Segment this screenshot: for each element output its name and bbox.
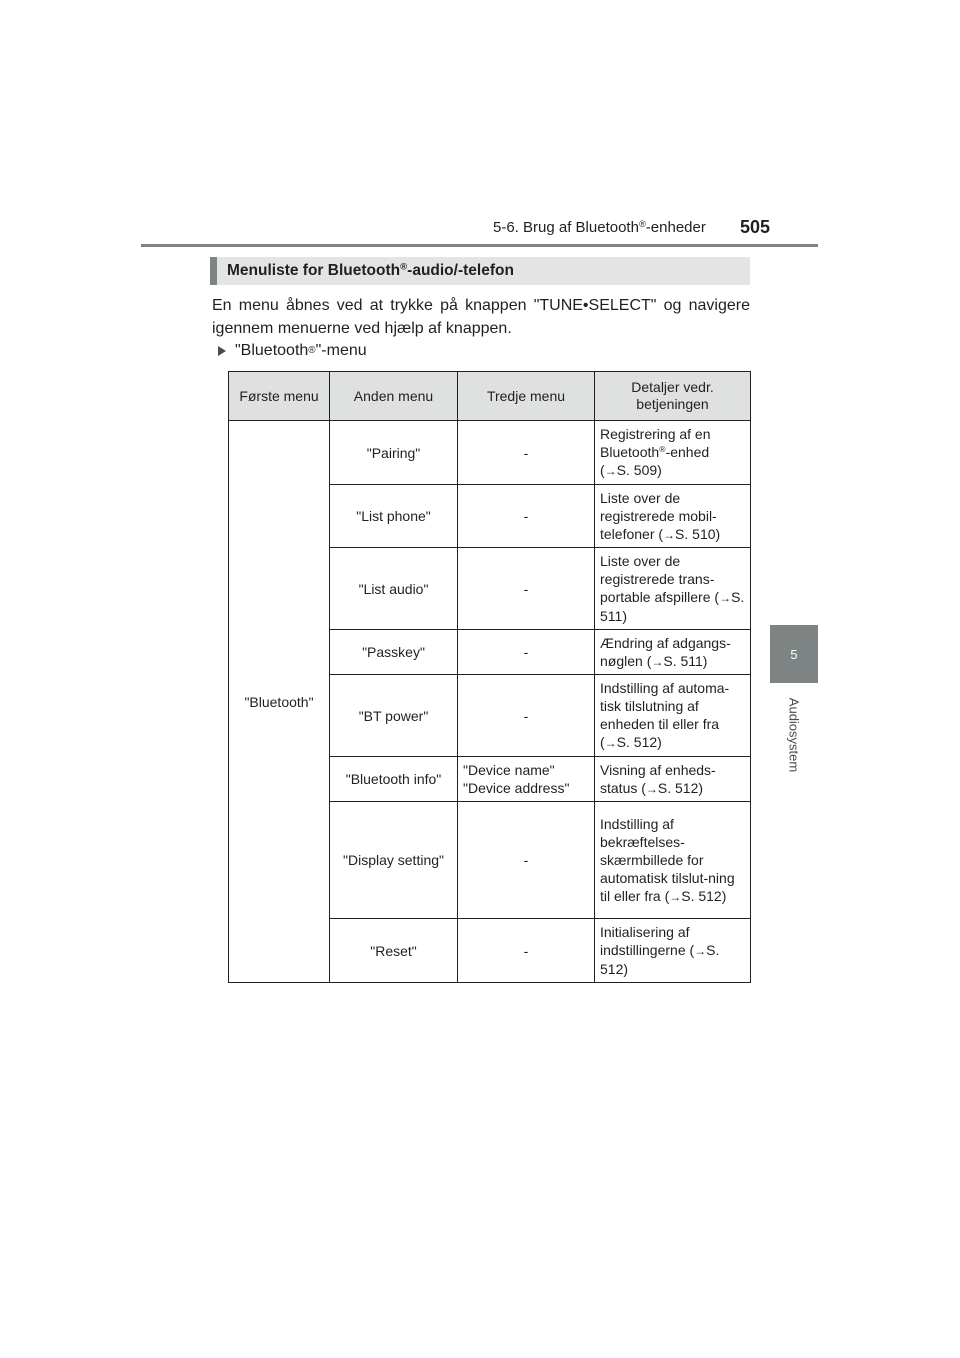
chapter-tab: 5	[770, 625, 818, 683]
menu-table	[228, 371, 751, 983]
arrow-right-icon: →	[719, 591, 732, 605]
arrow-right-icon: →	[694, 944, 707, 958]
arrow-right-icon: →	[645, 781, 658, 796]
first-menu-cell: "Bluetooth"	[229, 421, 330, 983]
second-menu-cell: "Bluetooth info"	[330, 757, 458, 802]
third-menu-cell: -	[458, 630, 595, 675]
third-menu-cell: -	[458, 802, 595, 919]
second-menu-cell: "Reset"	[330, 919, 458, 983]
second-menu-cell: "Display setting"	[330, 802, 458, 919]
detail-cell: Initialisering af indstillingerne (→S. 512)	[595, 919, 751, 983]
arrow-right-icon: →	[663, 527, 676, 542]
third-menu-cell: -	[458, 548, 595, 630]
column-header: Første menu	[229, 372, 330, 421]
table-row	[229, 421, 751, 485]
detail-cell: Liste over de registrerede trans-portable afspillere (→S. 511)	[595, 548, 751, 630]
third-menu-cell: -	[458, 675, 595, 757]
detail-cell: Registrering af en Bluetooth®-enhed (→S. 509)	[595, 421, 751, 485]
intro-paragraph: En menu åbnes ved at trykke på knappen "TUNE•SELECT" og navigere igennem menuerne ved hjælp af knappen.	[212, 297, 750, 337]
detail-cell: Indstilling af automa-tisk tilslutning af enheden til eller fra (→S. 512)	[595, 675, 751, 757]
second-menu-cell: "BT power"	[330, 675, 458, 757]
second-menu-cell: "List audio"	[330, 548, 458, 630]
second-menu-cell: "Passkey"	[330, 630, 458, 675]
table-header-row	[229, 372, 751, 421]
third-menu-cell: -	[458, 421, 595, 485]
header-title: 5-6. Brug af Bluetooth®-enheder	[493, 218, 706, 236]
triangle-bullet-icon	[218, 346, 226, 356]
arrow-right-icon: →	[604, 736, 617, 750]
second-menu-cell: "List phone"	[330, 485, 458, 548]
header-rule	[141, 244, 818, 247]
subheading: "Bluetooth ® "-menu	[218, 342, 367, 360]
third-menu-cell: "Device name" "Device address"	[458, 757, 595, 802]
section-heading: Menuliste for Bluetooth®-audio/-telefon	[210, 257, 750, 285]
arrow-right-icon: →	[604, 464, 617, 478]
arrow-right-icon: →	[669, 889, 682, 904]
third-menu-cell: -	[458, 485, 595, 548]
second-menu-cell: "Pairing"	[330, 421, 458, 485]
detail-cell: Ændring af adgangs-nøglen (→S. 511)	[595, 630, 751, 675]
detail-cell: Liste over de registrerede mobil-telefoner (→S. 510)	[595, 485, 751, 548]
page-number: 505	[740, 217, 771, 237]
column-header: Anden menu	[330, 372, 458, 421]
arrow-right-icon: →	[651, 654, 664, 669]
column-header: Tredje menu	[458, 372, 595, 421]
column-header: Detaljer vedr. betjeningen	[595, 372, 751, 421]
third-menu-cell: -	[458, 919, 595, 983]
detail-cell: Visning af enheds-status (→S. 512)	[595, 757, 751, 802]
detail-cell: Indstilling af bekræftelses-skærmbillede for automatisk tilslut-ning til eller fra (→S. 512)	[595, 802, 751, 919]
